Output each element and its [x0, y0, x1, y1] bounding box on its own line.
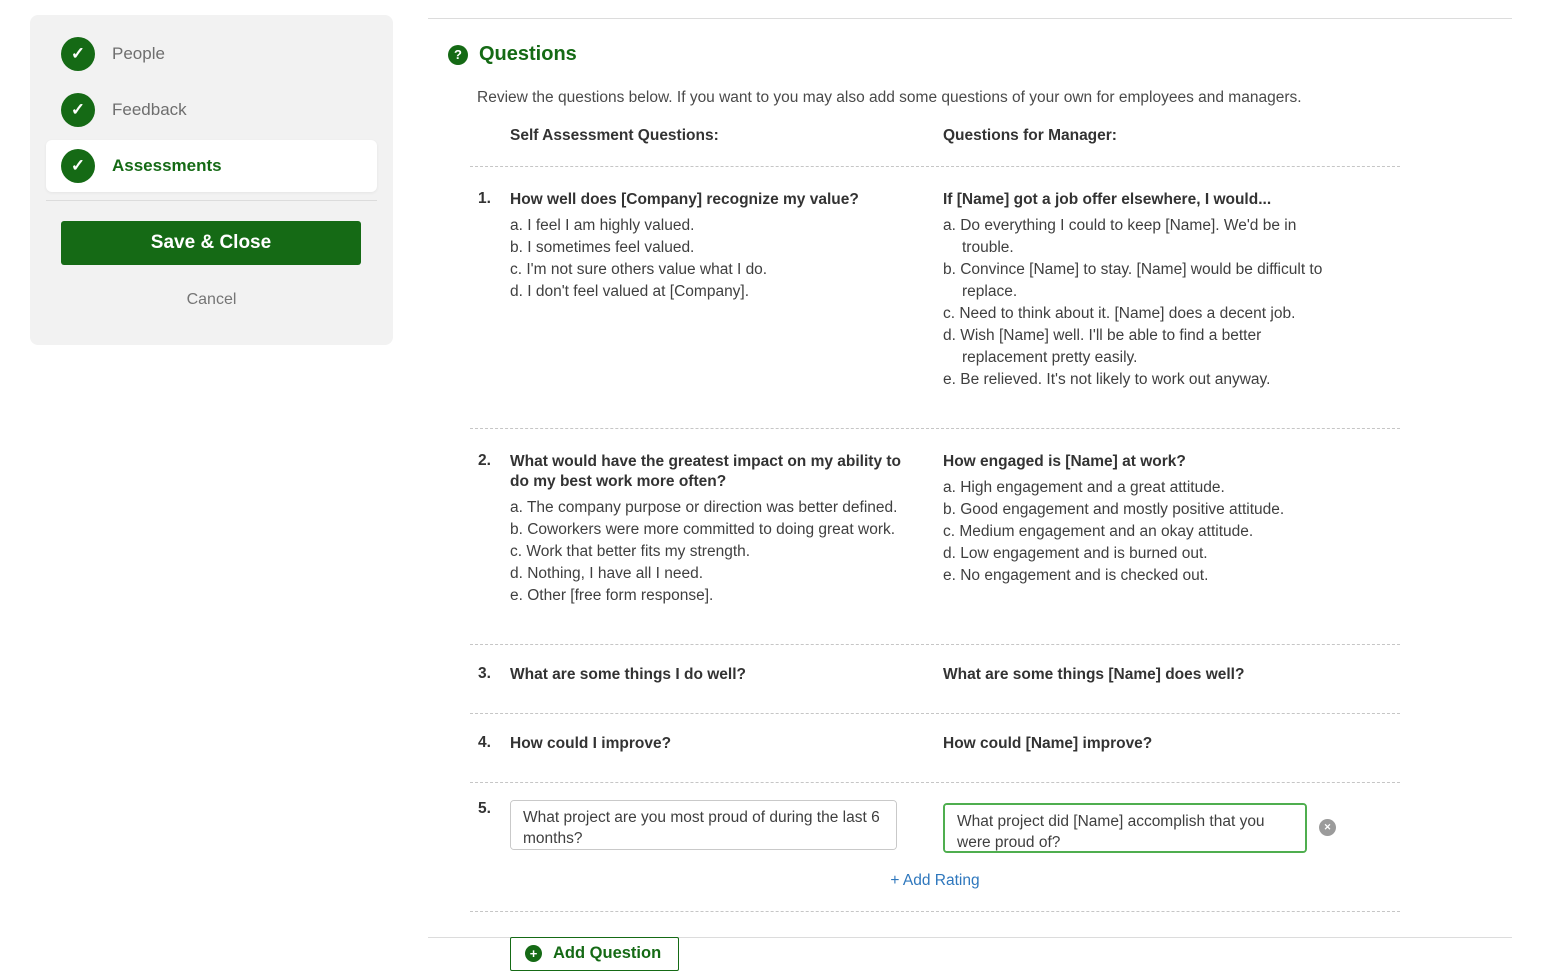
row-separator — [470, 911, 1400, 912]
answer-option: d. I don't feel valued at [Company]. — [510, 283, 750, 300]
sidebar-item-label: Assessments — [112, 156, 222, 175]
self-question-text: How well does [Company] recognize my value? — [510, 191, 859, 208]
question-number: 5. — [478, 800, 491, 817]
check-icon: ✓ — [61, 149, 95, 183]
question-row-1 — [470, 167, 1400, 428]
plus-icon: + — [525, 945, 542, 962]
answer-option: c. Medium engagement and an okay attitude. — [943, 523, 1254, 540]
sidebar-divider — [46, 200, 377, 201]
answer-option: e. Be relieved. It's not likely to work out anyway. — [943, 371, 1271, 388]
add-rating-link[interactable]: + Add Rating — [890, 872, 980, 889]
answer-option: d. Wish [Name] well. I'll be able to find a better replacement pretty easily. — [943, 327, 1262, 366]
add-question-label: Add Question — [553, 944, 662, 962]
answer-option: b. Good engagement and mostly positive attitude. — [943, 501, 1285, 518]
self-question-input[interactable] — [510, 800, 897, 850]
question-number: 4. — [478, 734, 491, 751]
answer-option: d. Low engagement and is burned out. — [943, 545, 1208, 562]
column-header-self: Self Assessment Questions: — [510, 127, 719, 144]
question-number: 3. — [478, 665, 491, 682]
question-row-3 — [470, 645, 1400, 713]
page-title: Questions — [479, 43, 577, 65]
answer-option: d. Nothing, I have all I need. — [510, 565, 704, 582]
cancel-link[interactable]: Cancel — [186, 291, 237, 308]
self-question-text: What would have the greatest impact on my ability to do my best work more often? — [510, 453, 902, 490]
answer-option: b. Coworkers were more committed to doing great work. — [510, 521, 896, 538]
sidebar-item-feedback[interactable] — [46, 84, 377, 136]
answer-option: a. High engagement and a great attitude. — [943, 479, 1225, 496]
sidebar-item-people[interactable] — [46, 28, 377, 80]
manager-question-text: How engaged is [Name] at work? — [943, 453, 1186, 470]
self-question-text: How could I improve? — [510, 735, 672, 752]
manager-answer-options — [943, 215, 1336, 391]
answer-option: c. I'm not sure others value what I do. — [510, 261, 768, 278]
sidebar-item-label: People — [112, 44, 165, 63]
check-icon: ✓ — [61, 37, 95, 71]
check-icon: ✓ — [61, 93, 95, 127]
question-row-4 — [470, 714, 1400, 782]
question-number: 2. — [478, 452, 491, 469]
questions-panel — [428, 18, 1512, 962]
answer-option: b. I sometimes feel valued. — [510, 239, 695, 256]
question-row-2 — [470, 429, 1400, 644]
answer-option: a. I feel I am highly valued. — [510, 217, 695, 234]
self-question-text: What are some things I do well? — [510, 666, 746, 683]
sidebar-item-assessments[interactable] — [46, 140, 377, 192]
add-question-button[interactable] — [510, 937, 679, 971]
save-close-button[interactable]: Save & Close — [61, 221, 361, 265]
sidebar-item-label: Feedback — [112, 100, 187, 119]
add-rating-row — [470, 855, 1400, 911]
answer-option: b. Convince [Name] to stay. [Name] would be difficult to replace. — [943, 261, 1323, 300]
answer-option: a. The company purpose or direction was better defined. — [510, 499, 898, 516]
help-icon: ? — [448, 45, 468, 65]
wizard-sidebar — [30, 15, 393, 345]
manager-question-input[interactable] — [943, 803, 1307, 853]
table-header-row — [470, 127, 1400, 166]
column-header-manager: Questions for Manager: — [943, 127, 1117, 144]
self-answer-options — [510, 215, 903, 303]
answer-option: c. Need to think about it. [Name] does a decent job. — [943, 305, 1296, 322]
answer-option: e. No engagement and is checked out. — [943, 567, 1209, 584]
manager-answer-options — [943, 477, 1336, 587]
answer-option: a. Do everything I could to keep [Name]. We'd be in trouble. — [943, 217, 1297, 256]
manager-question-text: How could [Name] improve? — [943, 735, 1153, 752]
answer-option: c. Work that better fits my strength. — [510, 543, 751, 560]
question-number: 1. — [478, 190, 491, 207]
manager-question-text: What are some things [Name] does well? — [943, 666, 1245, 683]
questions-table — [470, 127, 1400, 971]
section-header — [448, 43, 1512, 66]
answer-option: e. Other [free form response]. — [510, 587, 714, 604]
question-row-5 — [470, 783, 1400, 855]
section-description: Review the questions below. If you want to you may also add some questions of your own for employees and managers. — [477, 89, 1302, 106]
delete-question-icon[interactable]: ✕ — [1319, 819, 1336, 836]
self-answer-options — [510, 497, 903, 607]
manager-question-text: If [Name] got a job offer elsewhere, I would... — [943, 191, 1272, 208]
